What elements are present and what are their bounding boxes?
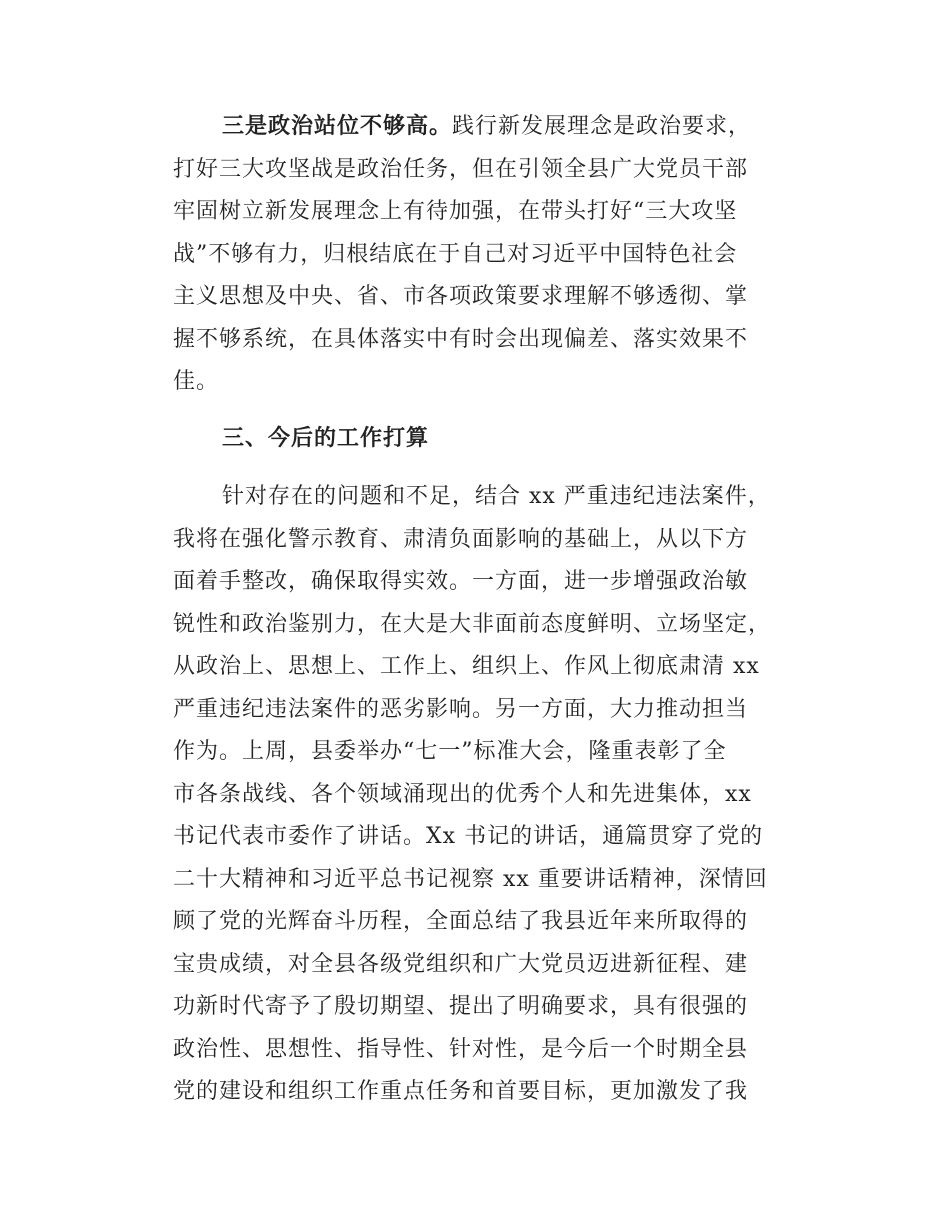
paragraph-2-line-7: 作为。上周，县委举办“七一”标准大会，隆重表彰了全 <box>173 739 727 764</box>
paragraph-1-line-5: 主义思想及中央、省、市各项政策要求理解不够透彻、掌 <box>173 284 749 309</box>
paragraph-2-line-10: 二十大精神和习近平总书记视察 xx 重要讲话精神，深情回 <box>173 867 768 892</box>
paragraph-2-line-9: 书记代表市委作了讲话。Xx 书记的讲话，通篇贯穿了党的 <box>173 824 764 849</box>
paragraph-2-line-15: 党的建设和组织工作重点任务和首要目标，更加激发了我 <box>173 1079 749 1104</box>
paragraph-1-line-3: 牢固树立新发展理念上有待加强，在带头打好“三大攻坚 <box>173 199 738 224</box>
paragraph-2-line-13: 功新时代寄予了殷切期望、提出了明确要求，具有很强的 <box>173 994 749 1019</box>
paragraph-2-line-5: 从政治上、思想上、工作上、组织上、作风上彻底肃清 xx <box>173 654 760 679</box>
paragraph-2-line-1: 针对存在的问题和不足，结合 xx 严重违纪违法案件， <box>222 484 771 509</box>
paragraph-1-line-7: 佳。 <box>173 369 220 394</box>
paragraph-1-line-1-text: 践行新发展理念是政治要求， <box>452 114 752 139</box>
paragraph-1-line-1 <box>222 112 798 142</box>
section-heading: 三、今后的工作打算 <box>222 426 430 451</box>
paragraph-2-line-3: 面着手整改，确保取得实效。一方面，进一步增强政治敏 <box>173 569 749 594</box>
paragraph-1-lead: 三是政治站位不够高。 <box>222 114 453 139</box>
paragraph-1-line-6: 握不够系统，在具体落实中有时会出现偏差、落实效果不 <box>173 327 749 352</box>
paragraph-2-line-12: 宝贵成绩，对全县各级党组织和广大党员迈进新征程、建 <box>173 952 749 977</box>
paragraph-2-line-14: 政治性、思想性、指导性、针对性，是今后一个时期全县 <box>173 1037 749 1062</box>
paragraph-2-line-11: 顾了党的光辉奋斗历程，全面总结了我县近年来所取得的 <box>173 909 749 934</box>
paragraph-2-line-4: 锐性和政治鉴别力，在大是大非面前态度鲜明、立场坚定， <box>173 612 772 637</box>
paragraph-2-line-2: 我将在强化警示教育、肃清负面影响的基础上，从以下方 <box>173 527 749 552</box>
paragraph-1-line-2: 打好三大攻坚战是政治任务，但在引领全县广大党员干部 <box>173 157 749 182</box>
paragraph-2-line-6: 严重违纪违法案件的恶劣影响。另一方面，大力推动担当 <box>173 697 749 722</box>
paragraph-1-line-4: 战”不够有力，归根结底在于自己对习近平中国特色社会 <box>173 242 738 267</box>
paragraph-2-line-8: 市各条战线、各个领域涌现出的优秀个人和先进集体，xx <box>173 782 752 807</box>
